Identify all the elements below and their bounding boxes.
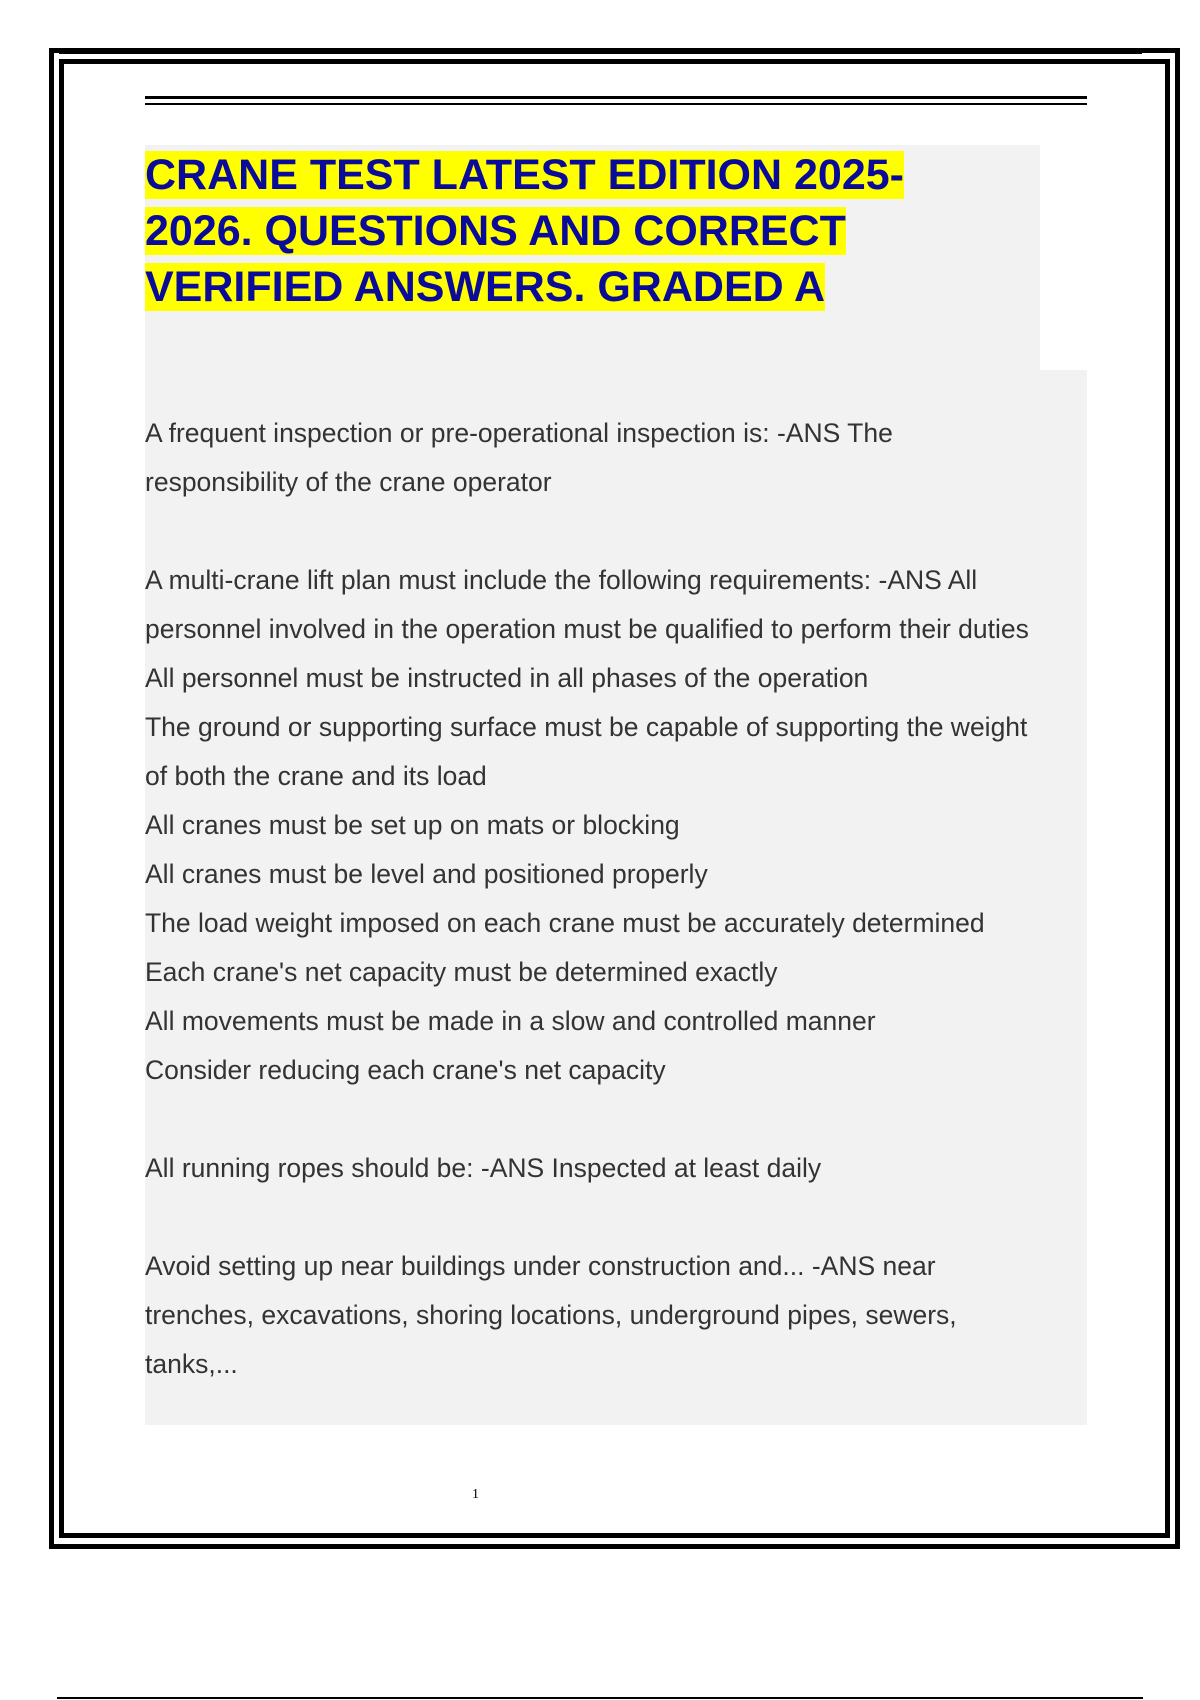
document-title — [145, 147, 1035, 315]
qa-text-line: Consider reducing each crane's net capacity — [145, 1055, 666, 1085]
qa-item — [145, 556, 1087, 1095]
qa-text-line: All running ropes should be: -ANS Inspected at least daily — [145, 1153, 822, 1183]
title-line: CRANE TEST LATEST EDITION 2025- — [145, 151, 904, 199]
page-number: 1 — [472, 1487, 479, 1502]
qa-text-line: responsibility of the crane operator — [145, 467, 552, 497]
qa-text-line: Avoid setting up near buildings under construction and... -ANS near — [145, 1251, 936, 1281]
qa-text-line: of both the crane and its load — [145, 761, 487, 791]
qa-item — [145, 409, 1087, 507]
panel-notch — [1040, 145, 1087, 370]
qa-text-line: The load weight imposed on each crane must be accurately determined — [145, 908, 985, 938]
qa-text-line: trenches, excavations, shoring locations, underground pipes, sewers, — [145, 1300, 957, 1330]
qa-text-line: The ground or supporting surface must be capable of supporting the weight — [145, 712, 1028, 742]
footer-rule — [57, 1697, 1143, 1699]
qa-text-line: All cranes must be set up on mats or blocking — [145, 810, 680, 840]
question-answer-list — [145, 409, 1087, 1438]
qa-text-line: tanks,... — [145, 1349, 238, 1379]
qa-item — [145, 1144, 1087, 1193]
header-rule — [145, 96, 1087, 105]
page-border-topline — [59, 53, 1142, 54]
title-line: VERIFIED ANSWERS. GRADED A — [145, 263, 826, 311]
qa-text-line: A multi-crane lift plan must include the following requirements: -ANS All — [145, 565, 978, 595]
title-line: 2026. QUESTIONS AND CORRECT — [145, 207, 846, 255]
qa-text-line: A frequent inspection or pre-operational inspection is: -ANS The — [145, 418, 893, 448]
qa-item — [145, 1242, 1087, 1389]
qa-text-line: All movements must be made in a slow and controlled manner — [145, 1006, 876, 1036]
qa-text-line: personnel involved in the operation must be qualified to perform their duties — [145, 614, 1029, 644]
qa-text-line: Each crane's net capacity must be determined exactly — [145, 957, 778, 987]
qa-text-line: All cranes must be level and positioned properly — [145, 859, 708, 889]
qa-text-line: All personnel must be instructed in all phases of the operation — [145, 663, 869, 693]
